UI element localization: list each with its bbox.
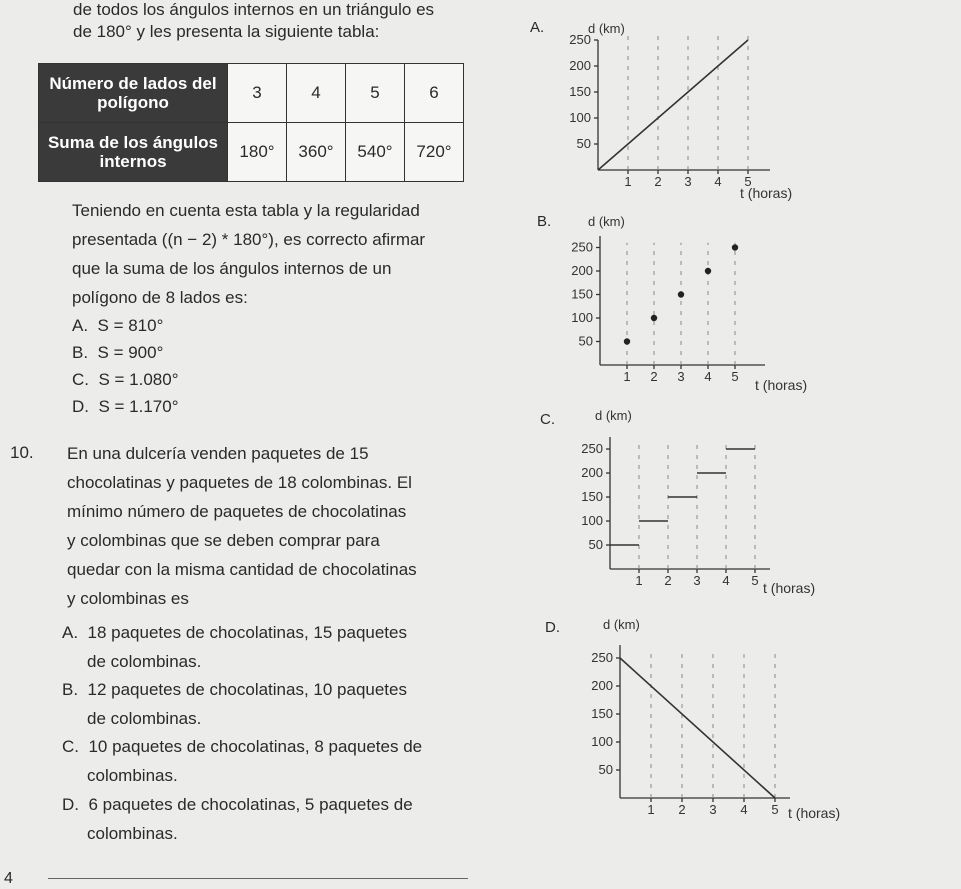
polygon-angle-table: [38, 63, 464, 182]
question-line: polígono de 8 lados es:: [72, 288, 248, 307]
y-tick-label: 250: [591, 650, 613, 665]
question-line: quedar con la misma cantidad de chocolatinas: [67, 560, 417, 579]
chart-option-letter: C.: [540, 411, 555, 428]
y-tick-label: 150: [571, 286, 593, 302]
y-tick-label: 50: [588, 537, 603, 552]
series-line: [620, 658, 775, 798]
intro-line-1: de todos los ángulos internos en un triángulo es: [73, 0, 435, 19]
question-line: En una dulcería venden paquetes de 15: [67, 444, 369, 463]
y-tick-label: 50: [578, 333, 593, 349]
data-point: [732, 244, 738, 250]
option-letter: A.: [72, 316, 89, 335]
y-tick-label: 150: [591, 706, 613, 721]
option-letter: C.: [72, 370, 89, 389]
y-tick-label: 150: [581, 489, 603, 504]
y-tick-label: 50: [598, 762, 613, 777]
y-tick-label: 250: [571, 239, 593, 255]
question-line: presentada ((n − 2) * 180°), es correcto afirmar: [72, 230, 426, 249]
table-row: [39, 123, 464, 182]
question-10-number: 10.: [10, 443, 34, 462]
y-tick-label: 100: [581, 513, 603, 528]
y-tick-label: 100: [571, 310, 593, 325]
page-number: 4: [4, 870, 13, 887]
y-axis-label: d (km): [595, 408, 632, 423]
data-point: [651, 315, 657, 321]
chart-c: [565, 405, 855, 600]
x-tick-label: 2: [678, 802, 686, 817]
x-tick-label: 4: [740, 802, 748, 817]
intro-line-2: de 180° y les presenta la siguiente tabla:: [73, 22, 380, 41]
x-axis-label: t (horas): [755, 377, 808, 393]
y-tick-label: 250: [581, 441, 603, 456]
q9-option-d[interactable]: [72, 397, 179, 417]
chart-b: [555, 208, 845, 398]
x-tick-label: 3: [677, 369, 685, 384]
x-tick-label: 5: [751, 573, 759, 588]
option-text: 18 paquetes de chocolatinas, 15 paquetes: [87, 623, 407, 642]
q10-option-c[interactable]: [62, 732, 422, 790]
question-9-text: [72, 196, 425, 312]
series-line: [598, 40, 748, 170]
y-tick-label: 200: [569, 58, 591, 73]
table-cell: 3: [228, 64, 287, 123]
y-tick-label: 250: [569, 32, 591, 47]
option-text: colombinas.: [87, 766, 178, 785]
table-cell: 5: [346, 64, 405, 123]
question-10-text: [67, 439, 417, 613]
option-letter: B.: [62, 680, 79, 699]
row-label-sides: Número de lados del polígono: [39, 64, 228, 123]
x-axis-label: t (horas): [740, 185, 793, 201]
question-line: mínimo número de paquetes de chocolatinas: [67, 502, 407, 521]
question-line: y colombinas que se deben comprar para: [67, 531, 380, 550]
chart-d: [575, 615, 865, 821]
q9-option-b[interactable]: [72, 343, 163, 363]
x-tick-label: 1: [647, 802, 655, 817]
y-tick-label: 200: [591, 678, 613, 693]
x-axis-label: t (horas): [788, 805, 841, 821]
option-text: 6 paquetes de chocolatinas, 5 paquetes de: [88, 795, 413, 814]
y-tick-label: 100: [591, 734, 613, 749]
x-axis-label: t (horas): [763, 580, 816, 596]
question-line: que la suma de los ángulos internos de un: [72, 259, 392, 278]
option-text: S = 1.080°: [98, 370, 179, 389]
question-line: Teniendo en cuenta esta tabla y la regularidad: [72, 201, 420, 220]
table-row: [39, 64, 464, 123]
chart-option-letter: D.: [545, 619, 560, 636]
chart-option-letter: B.: [537, 213, 552, 230]
y-tick-label: 200: [581, 465, 603, 480]
option-text: S = 900°: [97, 343, 164, 362]
option-text: de colombinas.: [87, 709, 202, 728]
option-letter: B.: [72, 343, 89, 362]
q9-option-c[interactable]: [72, 370, 179, 390]
option-text: S = 1.170°: [98, 397, 179, 416]
x-tick-label: 2: [650, 369, 658, 384]
q9-option-a[interactable]: [72, 316, 163, 336]
footer-divider: [48, 878, 468, 879]
option-text: colombinas.: [87, 824, 178, 843]
x-tick-label: 3: [684, 174, 692, 189]
option-letter: A.: [62, 623, 79, 642]
option-letter: C.: [62, 737, 79, 756]
x-tick-label: 3: [709, 802, 717, 817]
y-tick-label: 200: [571, 263, 593, 278]
table-cell: 360°: [287, 123, 346, 182]
y-tick-label: 50: [576, 136, 591, 151]
question-line: chocolatinas y paquetes de 18 colombinas. El: [67, 473, 412, 492]
x-tick-label: 5: [744, 174, 752, 189]
option-text: de colombinas.: [87, 652, 202, 671]
x-tick-label: 5: [771, 802, 779, 817]
y-tick-label: 150: [569, 84, 591, 99]
data-point: [705, 268, 711, 274]
x-tick-label: 1: [623, 369, 631, 384]
x-tick-label: 4: [714, 174, 722, 189]
option-text: S = 810°: [97, 316, 164, 335]
table-cell: 4: [287, 64, 346, 123]
table-cell: 720°: [405, 123, 464, 182]
y-axis-label: d (km): [603, 617, 640, 632]
x-tick-label: 2: [664, 573, 672, 588]
x-tick-label: 2: [654, 174, 662, 189]
option-letter: D.: [72, 397, 89, 416]
data-point: [624, 338, 630, 344]
x-tick-label: 4: [722, 573, 730, 588]
y-tick-label: 100: [569, 110, 591, 125]
table-cell: 180°: [228, 123, 287, 182]
data-point: [678, 291, 684, 297]
option-text: 12 paquetes de chocolatinas, 10 paquetes: [87, 680, 407, 699]
q10-option-a[interactable]: [62, 618, 407, 676]
y-axis-label: d (km): [588, 214, 625, 229]
chart-option-letter: A.: [530, 19, 545, 36]
x-tick-label: 3: [693, 573, 701, 588]
table-cell: 6: [405, 64, 464, 123]
option-text: 10 paquetes de chocolatinas, 8 paquetes de: [88, 737, 423, 756]
x-tick-label: 1: [635, 573, 643, 588]
q10-option-b[interactable]: [62, 675, 407, 733]
option-letter: D.: [62, 795, 79, 814]
row-label-sums: Suma de los ángulos internos: [39, 123, 228, 182]
x-tick-label: 4: [704, 369, 712, 384]
question-line: y colombinas es: [67, 589, 189, 608]
y-axis-label: d (km): [588, 21, 625, 36]
x-tick-label: 5: [731, 369, 739, 384]
chart-a: [540, 15, 830, 200]
q10-option-d[interactable]: [62, 790, 413, 848]
x-tick-label: 1: [624, 174, 632, 189]
table-cell: 540°: [346, 123, 405, 182]
